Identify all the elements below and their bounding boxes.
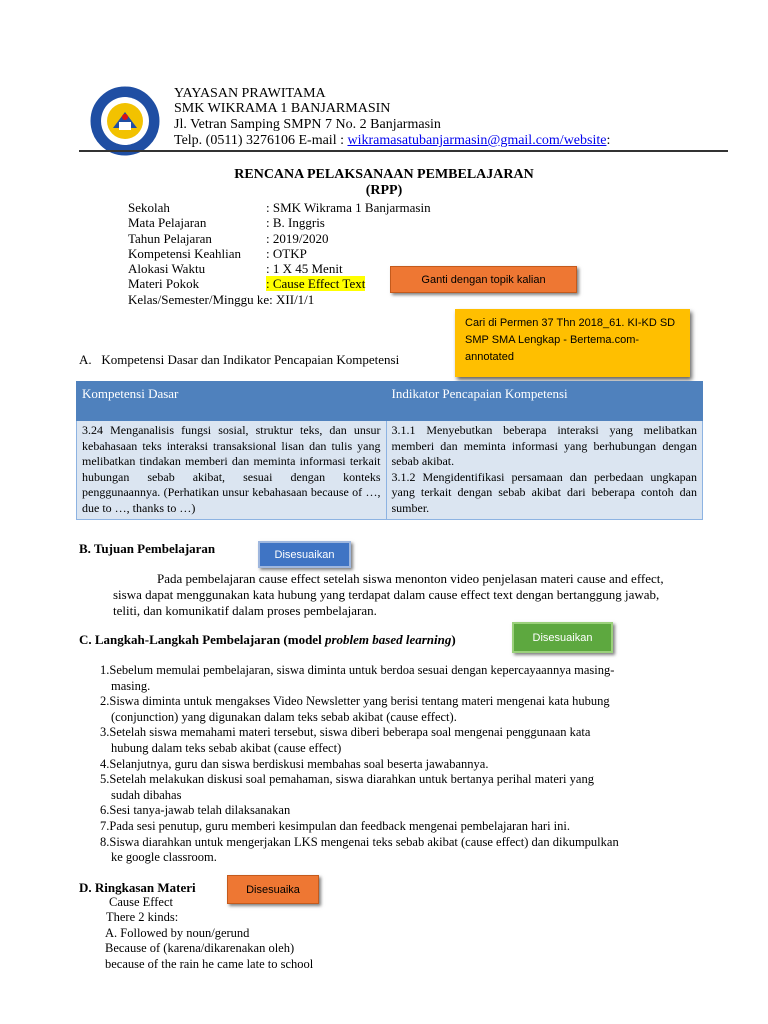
- meta-value: : B. Inggris: [266, 215, 325, 230]
- meta-row-mapel: [128, 215, 325, 230]
- page-subtitle: (RPP): [365, 183, 403, 198]
- phone-label: Telp. (0511) 3276106 E-mail :: [174, 133, 348, 148]
- section-c-title-italic: problem based learning: [324, 632, 452, 647]
- meta-label: Alokasi Waktu: [128, 261, 206, 276]
- meta-value: : OTKP: [266, 246, 307, 261]
- section-c-heading: [79, 632, 456, 648]
- meta-label: Kompetensi Keahlian: [128, 246, 241, 261]
- header-divider: [79, 150, 728, 152]
- section-b-title: B. Tujuan Pembelajaran: [79, 541, 216, 556]
- meta-row-kompetensi: [128, 246, 307, 261]
- section-a-heading: [79, 352, 399, 368]
- ipk-item: 3.1.2 Mengidentifikasi persamaan dan perbedaan ungkapan yang terkait dengan sebab akibat dari beberapa contoh dan sumber.: [391, 469, 697, 515]
- tujuan-paragraph: Pada pembelajaran cause effect setelah siswa menonton video penjelasan materi cause and effect, siswa dapat menggunakan kata hubung yang terdapat dalam cause effect text dengan bertanggung jawab, teliti, dan komunikatif dalam proses pembelajaran.: [113, 571, 664, 618]
- section-d-title: D. Ringkasan Materi: [79, 880, 196, 895]
- summary-line: Because of (karena/dikarenakan oleh): [105, 941, 295, 955]
- disesuaikan-button-c[interactable]: Disesuaikan: [512, 622, 613, 653]
- reference-note: Cari di Permen 37 Thn 2018_61. KI-KD SD SMP SMA Lengkap - Bertema.com-annotated: [455, 309, 690, 377]
- meta-label: Materi Pokok: [128, 276, 200, 291]
- meta-value: : SMK Wikrama 1 Banjarmasin: [266, 200, 431, 215]
- table-header-ipk: Indikator Pencapaian Kompetensi: [386, 382, 703, 421]
- school-address: Jl. Vetran Samping SMPN 7 No. 2 Banjarmasin: [174, 117, 441, 132]
- section-d-heading: [79, 880, 196, 896]
- org-name: YAYASAN PRAWITAMA: [174, 86, 326, 101]
- table-header-row: [77, 382, 703, 421]
- disesuaikan-button-b[interactable]: Disesuaikan: [258, 541, 351, 568]
- list-item: 6.Sesi tanya-jawab telah dilaksanakan: [100, 803, 291, 818]
- email-link[interactable]: wikramasatubanjarmasin@gmail.com/website: [347, 133, 607, 148]
- summary-line: A. Followed by noun/gerund: [105, 926, 250, 940]
- school-logo: [82, 86, 168, 156]
- list-item: 8.Siswa diarahkan untuk mengerjakan LKS mengenai teks sebab akibat (cause effect) dan dikumpulkan ke google classroom.: [100, 834, 619, 865]
- meta-row-kelas: Kelas/Semester/Minggu ke: XII/1/1: [128, 292, 315, 307]
- meta-value-highlighted: : Cause Effect Text: [266, 276, 366, 291]
- school-contact: [174, 133, 610, 149]
- disesuaika-button-d[interactable]: Disesuaika: [227, 875, 319, 904]
- meta-row-alokasi: [128, 261, 343, 276]
- meta-value: : 1 X 45 Menit: [266, 261, 343, 276]
- steps-list: [100, 663, 700, 866]
- meta-row-tahun: [128, 231, 328, 246]
- meta-value: : 2019/2020: [266, 231, 329, 246]
- section-a-title: Kompetensi Dasar dan Indikator Pencapaian Kompetensi: [101, 352, 400, 367]
- meta-label: Tahun Pelajaran: [128, 231, 212, 246]
- summary-line: There 2 kinds:: [106, 910, 179, 924]
- section-a-letter: A.: [79, 352, 92, 367]
- list-item: 1.Sebelum memulai pembelajaran, siswa diminta untuk berdoa sesuai dengan kepercayaannya masing- masing.: [100, 663, 615, 693]
- page-title: RENCANA PELAKSANAAN PEMBELAJARAN: [234, 167, 534, 182]
- list-item: 4.Selanjutnya, guru dan siswa berdiskusi membahas soal beserta jawabannya.: [100, 756, 489, 771]
- summary-line: because of the rain he came late to school: [105, 957, 314, 971]
- section-c-title: C. Langkah-Langkah Pembelajaran (model: [79, 632, 325, 647]
- meta-label: Mata Pelajaran: [128, 215, 207, 230]
- meta-row-sekolah: [128, 200, 431, 215]
- contact-suffix: :: [606, 133, 611, 148]
- ganti-topik-button[interactable]: Ganti dengan topik kalian: [390, 266, 577, 293]
- section-c-title-end: ): [451, 632, 456, 647]
- list-item: 5.Setelah melakukan diskusi soal pemahaman, siswa diarahkan untuk bertanya perihal materi yang sudah dibahas: [100, 772, 594, 802]
- ipk-cell: [386, 421, 703, 520]
- table-header-kd: Kompetensi Dasar: [77, 382, 387, 421]
- ipk-item: 3.1.1 Menyebutkan beberapa interaksi yang melibatkan memberi dan meminta informasi yang berhubungan dengan sebab akibat.: [391, 423, 697, 468]
- list-item: 7.Pada sesi penutup, guru memberi kesimpulan dan feedback mengenai pembelajaran hari ini.: [100, 818, 570, 833]
- table-row: [77, 421, 703, 520]
- meta-label: Sekolah: [128, 200, 170, 215]
- school-name: SMK WIKRAMA 1 BANJARMASIN: [174, 101, 391, 116]
- summary-line: Cause Effect: [109, 895, 173, 909]
- section-b-heading: [79, 541, 215, 557]
- meta-row-materi: [128, 276, 365, 291]
- list-item: 2.Siswa diminta untuk mengakses Video Newsletter yang berisi tentang materi mengenai kata hubung (conjunction) yang digunakan dalam teks sebab akibat (cause effect).: [100, 694, 610, 724]
- competency-table: [76, 381, 703, 520]
- kd-cell: 3.24 Menganalisis fungsi sosial, struktur teks, dan unsur kebahasaan teks interaksi transaksional lisan dan tulis yang melibatkan tindakan memberi dan meminta informasi terkait hubungan sebab akibat, sesuai dengan konteks penggunaannya. (Perhatikan unsur kebahasaan because of …, due to …, thanks to …): [77, 421, 387, 520]
- list-item: 3.Setelah siswa memahami materi tersebut, siswa diberi beberapa soal mengenai penggunaan kata hubung dalam teks sebab akibat (cause effect): [100, 725, 591, 755]
